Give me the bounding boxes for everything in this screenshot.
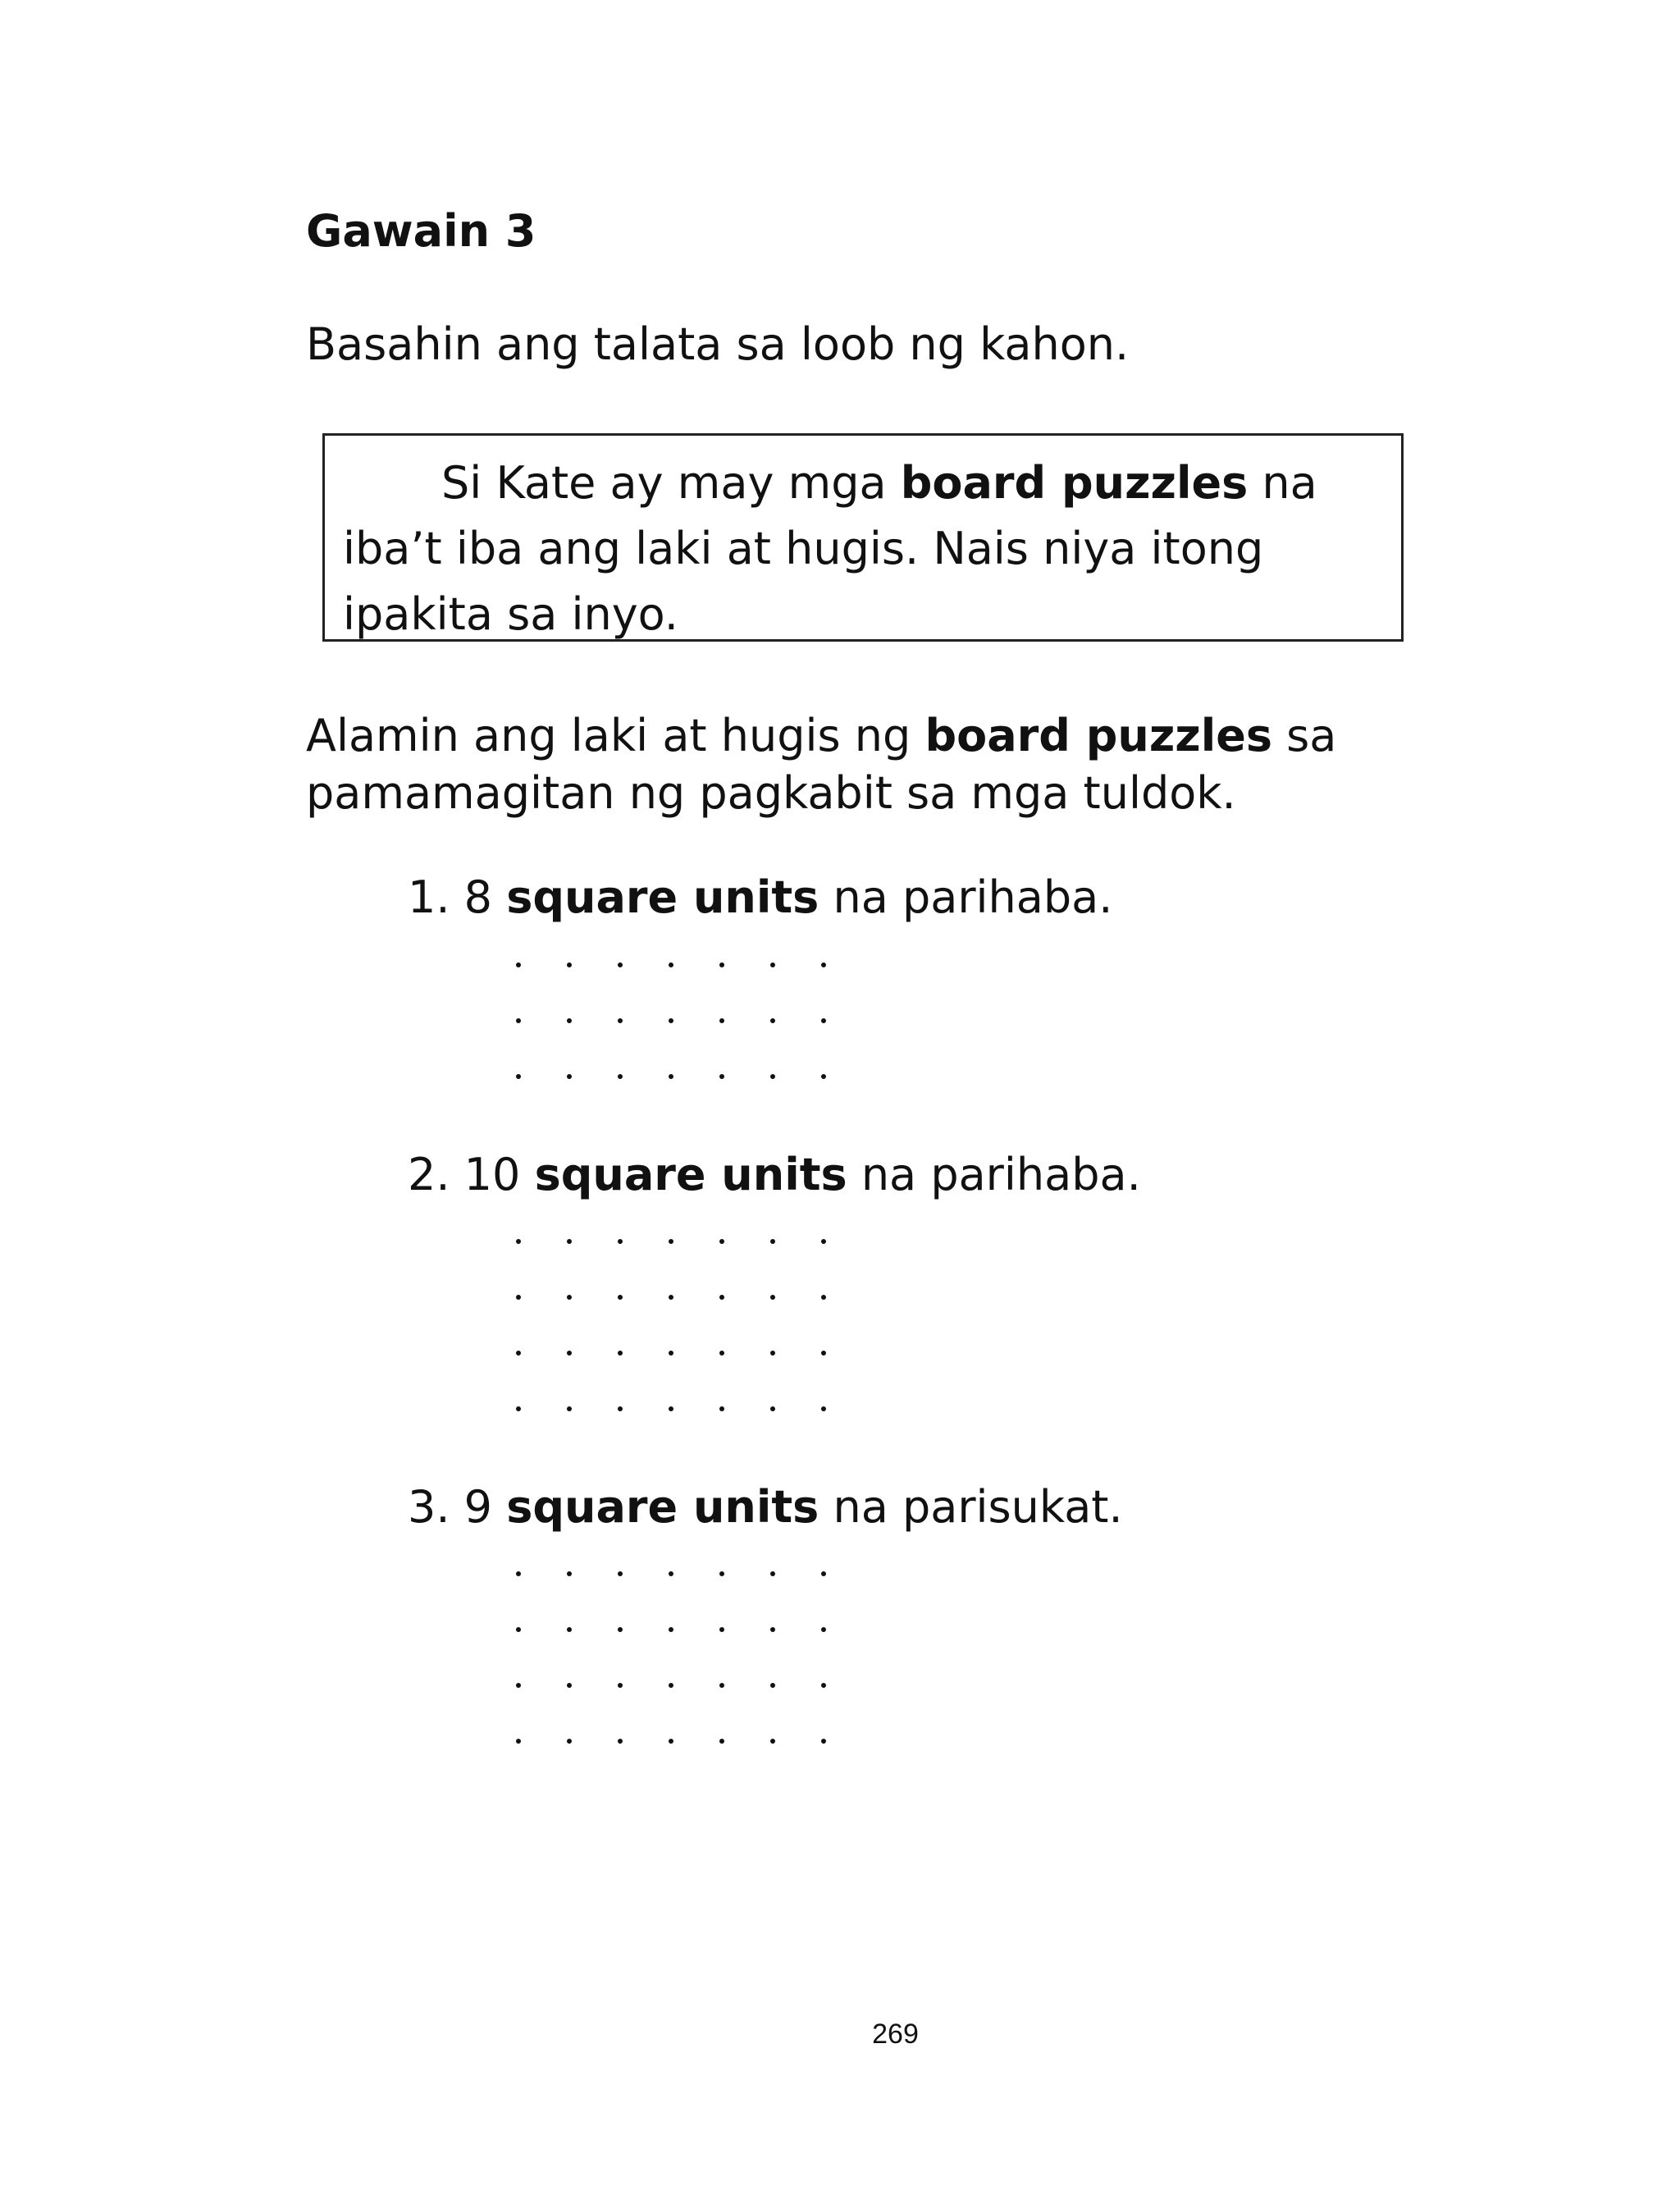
grid-dot [719,1351,724,1356]
story-text-end: na iba’t iba ang laki at hugis. Nais niya itong ipakita sa inyo. [343,457,1317,640]
story-box [322,433,1404,642]
grid-dot [821,1239,826,1244]
grid-dot [770,1351,775,1356]
grid-dot [719,1239,724,1244]
item-1-rest: na parihaba. [819,871,1113,923]
grid-dot [567,1571,572,1576]
grid-dot [618,1739,623,1744]
grid-dot [719,1018,724,1023]
item-3-rest: na parisukat. [819,1481,1123,1533]
grid-dot [669,1295,673,1300]
grid-dot [618,1018,623,1023]
grid-dot [719,1295,724,1300]
grid-dot [567,1739,572,1744]
task-text-start: Alamin ang laki at hugis ng [306,710,925,761]
grid-dot [719,962,724,967]
grid-dot [770,1406,775,1411]
grid-dot [770,1739,775,1744]
grid-dot [516,1018,521,1023]
grid-dot [821,1406,826,1411]
task-bold-term: board puzzles [924,710,1272,761]
grid-dot [821,962,826,967]
item-1 [408,871,1112,925]
grid-dot [618,1074,623,1079]
grid-dot [821,1683,826,1688]
story-bold-term: board puzzles [900,457,1249,509]
dot-grid-3 [516,1571,828,1744]
activity-heading: Gawain 3 [306,205,536,257]
task-text-end: sa pamamagitan ng pagkabit sa mga tuldok. [306,710,1337,819]
item-3-bold-term: square units [506,1481,819,1533]
grid-dot [770,1074,775,1079]
grid-dot [821,1571,826,1576]
grid-dot [770,1683,775,1688]
grid-dot [770,1239,775,1244]
grid-dot [719,1683,724,1688]
item-2 [408,1149,1141,1202]
grid-dot [770,962,775,967]
grid-dot [669,1074,673,1079]
grid-dot [770,1571,775,1576]
grid-dot [821,1739,826,1744]
dot-grid-2 [516,1239,828,1411]
item-3-number: 3. 9 [408,1481,507,1533]
grid-dot [516,1683,521,1688]
grid-dot [618,1406,623,1411]
item-2-bold-term: square units [534,1149,847,1200]
grid-dot [821,1018,826,1023]
grid-dot [821,1074,826,1079]
grid-dot [669,962,673,967]
grid-dot [719,1074,724,1079]
grid-dot [567,1074,572,1079]
grid-dot [669,1739,673,1744]
grid-dot [618,1627,623,1632]
grid-dot [669,1239,673,1244]
grid-dot [567,1295,572,1300]
grid-dot [821,1295,826,1300]
grid-dot [669,1351,673,1356]
grid-dot [516,1571,521,1576]
grid-dot [516,1351,521,1356]
dot-grid-1 [516,962,828,1079]
grid-dot [618,1295,623,1300]
grid-dot [567,1018,572,1023]
grid-dot [516,1074,521,1079]
grid-dot [516,962,521,967]
grid-dot [516,1239,521,1244]
page-number: 269 [872,2019,919,2050]
item-3 [408,1481,1123,1534]
grid-dot [821,1351,826,1356]
item-1-bold-term: square units [506,871,819,923]
grid-dot [516,1739,521,1744]
grid-dot [669,1571,673,1576]
grid-dot [669,1627,673,1632]
item-2-rest: na parihaba. [847,1149,1141,1200]
grid-dot [719,1739,724,1744]
grid-dot [567,1239,572,1244]
grid-dot [669,1018,673,1023]
grid-dot [669,1406,673,1411]
grid-dot [618,962,623,967]
grid-dot [618,1239,623,1244]
grid-dot [567,1406,572,1411]
grid-dot [567,962,572,967]
grid-dot [516,1406,521,1411]
item-2-number: 2. 10 [408,1149,535,1200]
grid-dot [516,1295,521,1300]
grid-dot [567,1627,572,1632]
grid-dot [669,1683,673,1688]
grid-dot [618,1571,623,1576]
grid-dot [516,1627,521,1632]
grid-dot [567,1351,572,1356]
grid-dot [821,1627,826,1632]
task-instruction [306,707,1438,822]
grid-dot [770,1295,775,1300]
grid-dot [618,1351,623,1356]
story-text-start: Si Kate ay may mga [441,457,901,509]
grid-dot [567,1683,572,1688]
item-1-number: 1. 8 [408,871,507,923]
grid-dot [719,1627,724,1632]
grid-dot [719,1571,724,1576]
grid-dot [770,1018,775,1023]
grid-dot [719,1406,724,1411]
grid-dot [770,1627,775,1632]
instruction-text: Basahin ang talata sa loob ng kahon. [306,318,1130,370]
grid-dot [618,1683,623,1688]
